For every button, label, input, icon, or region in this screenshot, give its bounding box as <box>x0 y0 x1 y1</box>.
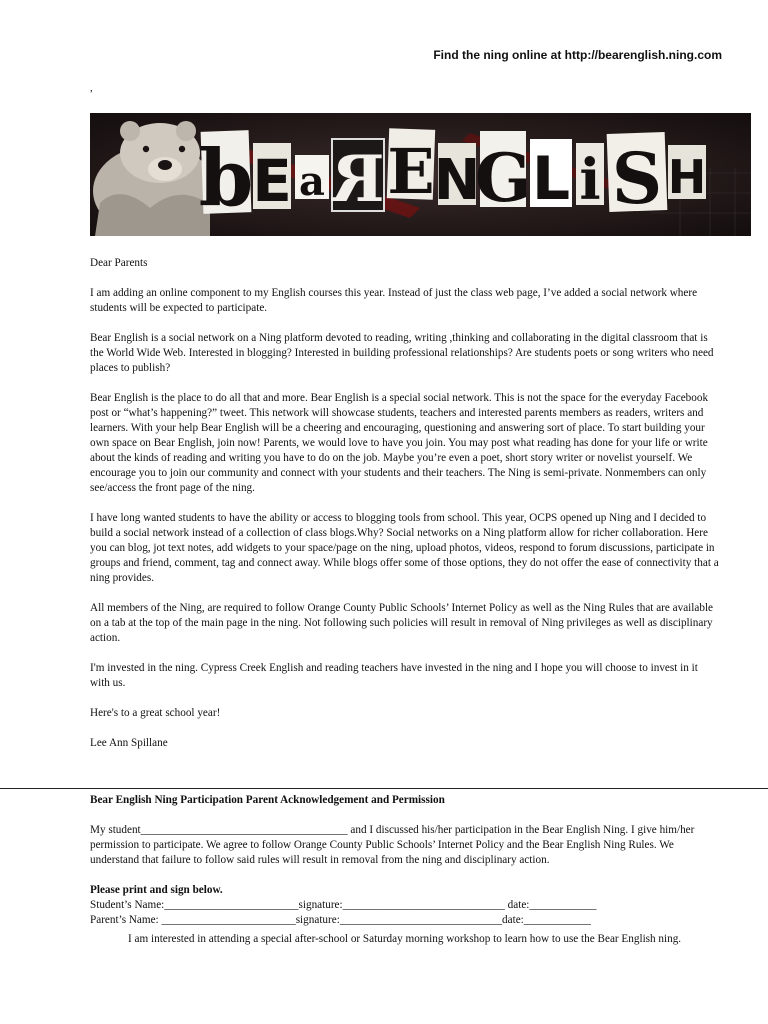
letter-body <box>90 256 720 766</box>
letter-paragraph: Bear English is the place to do all that and more. Bear English is a special social network. This is not the space for the everyday Facebook post or “what’s happening?” tweet. This network will showcase students, teachers and interested parents members as readers, writers and learners. With your help Bear English will be a cheering and encouraging, questioning and answering sort of place. To start building your own space on Bear English, join now! Parents, we would love to have you join. You may post what reading has done for your life or write about the kinds of reading and writing you have to do on the job. Maybe you’re even a poet, short story writer or novelist yourself. We encourage you to join our community and connect with your students and their teachers. The Ning is semi-private. Nonmembers can only see/access the front page of the ning. <box>90 392 709 494</box>
letter-paragraph: I have long wanted students to have the ability or access to blogging tools from school. This year, OCPS opened up Ning and I decided to build a social network instead of a collection of class blogs.Why? Social networks on a Ning platform allow for richer collaboration. Here you can blog, jot text notes, add widgets to your space/page on the ning, upload photos, videos, respond to forum discussions, participate in groups and friend, comment, tag and connect away. While blogs offer some of those options, they do not offer the ease of connectivity that a ning provides. <box>90 512 719 584</box>
banner-letter-1: b <box>198 133 254 224</box>
workshop-interest-row[interactable] <box>90 932 720 947</box>
consent-statement: My student_____________________________________ and I discussed his/her participation in the Bear English Ning. I give him/her permission to participate. We agree to follow Orange County Public Schools’ Internet Policy and the Bear English Ning Rules. We understand that failure to follow said rules will result in removal from the ning and disciplinary action. <box>90 824 695 866</box>
banner-letter-9: i <box>579 147 601 213</box>
banner-letter-8: L <box>531 144 571 214</box>
salutation: Dear Parents <box>90 257 148 269</box>
checkbox-icon[interactable] <box>90 932 128 947</box>
ning-url-note: Find the ning online at http://bearenglish.ning.com <box>433 48 722 62</box>
letter-paragraph: I'm invested in the ning. Cypress Creek English and reading teachers have invested in the ning and I hope you will choose to invest in it with us. <box>90 662 698 689</box>
banner-letter-2: E <box>252 147 292 215</box>
permission-form <box>90 793 720 947</box>
banner-letter-7: G <box>474 139 532 217</box>
banner-graphic <box>90 113 751 236</box>
banner-letter-5: E <box>387 135 435 208</box>
workshop-interest-label: I am interested in attending a special after-school or Saturday morning workshop to learn how to use the Bear English ning. <box>128 933 682 945</box>
banner-letter-11: H <box>667 150 707 204</box>
letter-paragraph: All members of the Ning, are required to follow Orange County Public Schools’ Internet Policy as well as the Ning Rules that are available on a tab at the top of the main page in the ning. Not following such policies will result in removal of Ning privileges as well as disciplinary action. <box>90 602 714 644</box>
signature: Lee Ann Spillane <box>90 737 168 749</box>
banner-letter-4: R <box>331 142 385 217</box>
student-signature-line: Student’s Name:________________________signature:_____________________________ date:____________ <box>90 899 597 911</box>
banner-letter-3: a <box>299 158 325 205</box>
letter-paragraph: Bear English is a social network on a Ning platform devoted to reading, writing ,thinking and collaborating in the digital classroom that is the World Wide Web. Interested in blogging? Interested in building professional relationships? Are students poets or song writers who need places to publish? <box>90 332 714 374</box>
stray-mark: , <box>90 82 93 94</box>
letter-paragraph: Here's to a great school year! <box>90 707 221 719</box>
banner-letter-6: N <box>433 148 481 213</box>
banner-letter-10: S <box>611 137 663 220</box>
tear-off-divider <box>0 788 768 789</box>
parent-signature-line: Parent’s Name: ________________________signature:_____________________________date:____________ <box>90 914 591 926</box>
form-title: Bear English Ning Participation Parent Acknowledgement and Permission <box>90 794 445 806</box>
form-instruction: Please print and sign below. <box>90 884 223 896</box>
letter-paragraph: I am adding an online component to my English courses this year. Instead of just the class web page, I’ve added a social network where students will be expected to participate. <box>90 287 698 314</box>
bear-english-banner <box>90 113 751 236</box>
